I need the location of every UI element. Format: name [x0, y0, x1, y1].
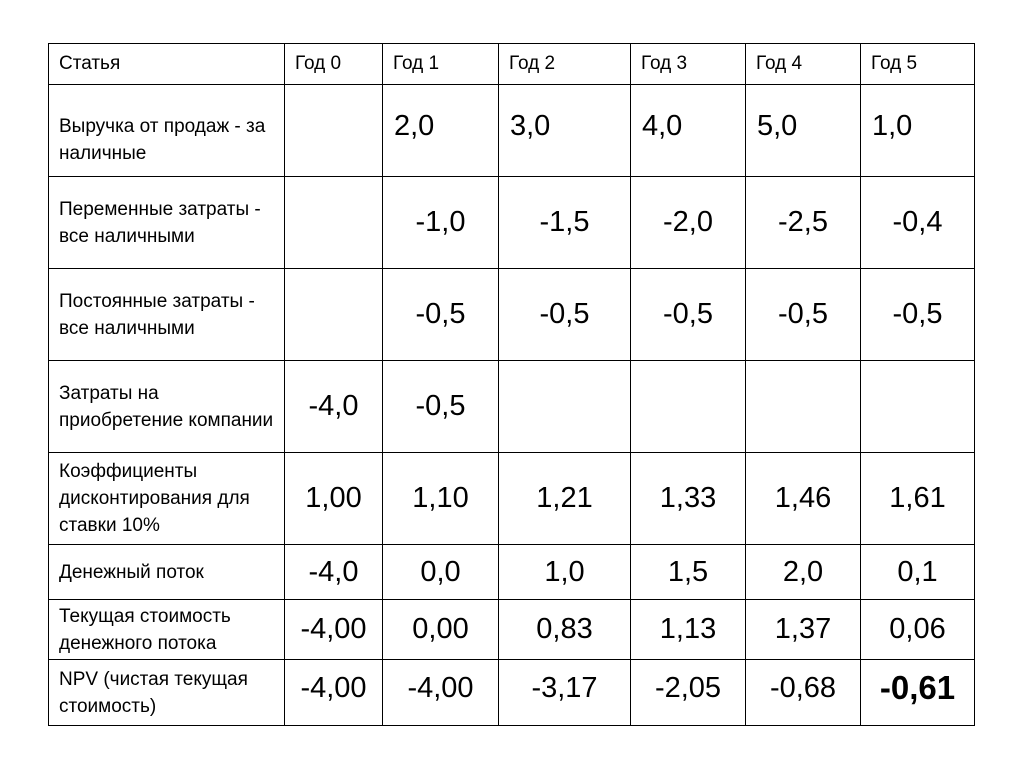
- cell-value: 1,10: [383, 453, 499, 545]
- cell-value: -1,5: [499, 177, 631, 269]
- cell-value: -0,4: [861, 177, 975, 269]
- header-year-2: Год 2: [499, 44, 631, 85]
- cell-value: -0,5: [383, 361, 499, 453]
- header-year-3: Год 3: [631, 44, 746, 85]
- header-row: [49, 44, 975, 85]
- row-label: Постоянные затраты - все наличными: [49, 269, 285, 361]
- row-present-value: [49, 600, 975, 660]
- cell-value: -0,5: [746, 269, 861, 361]
- cell-value: [631, 361, 746, 453]
- cell-value: 0,1: [861, 545, 975, 600]
- cell-value: [746, 361, 861, 453]
- cell-value: -4,0: [285, 361, 383, 453]
- row-label: Выручка от продаж - за наличные: [49, 85, 285, 177]
- cell-value: -4,00: [285, 660, 383, 726]
- cell-value: -4,00: [285, 600, 383, 660]
- row-variable-costs: [49, 177, 975, 269]
- cell-value: 0,06: [861, 600, 975, 660]
- cell-value: 1,00: [285, 453, 383, 545]
- row-discount-factors: [49, 453, 975, 545]
- cell-value: 1,21: [499, 453, 631, 545]
- npv-calculation-table: [48, 43, 975, 726]
- cell-value: -0,5: [631, 269, 746, 361]
- cell-value: 0,83: [499, 600, 631, 660]
- cell-value: 1,5: [631, 545, 746, 600]
- header-year-4: Год 4: [746, 44, 861, 85]
- cell-value: -0,5: [499, 269, 631, 361]
- cell-value: -1,0: [383, 177, 499, 269]
- cell-value: -3,17: [499, 660, 631, 726]
- cell-value: 2,0: [746, 545, 861, 600]
- row-label: Затраты на приобретение компании: [49, 361, 285, 453]
- cell-value: [285, 85, 383, 177]
- header-year-1: Год 1: [383, 44, 499, 85]
- cell-value: 1,13: [631, 600, 746, 660]
- cell-value: -2,0: [631, 177, 746, 269]
- cell-value: 3,0: [499, 85, 631, 177]
- row-acquisition-costs: [49, 361, 975, 453]
- cell-value: 1,0: [499, 545, 631, 600]
- cell-value: 0,0: [383, 545, 499, 600]
- cell-value: 1,37: [746, 600, 861, 660]
- cell-value: 1,61: [861, 453, 975, 545]
- cell-value: 5,0: [746, 85, 861, 177]
- cell-value: -4,00: [383, 660, 499, 726]
- cell-value: -0,5: [383, 269, 499, 361]
- row-sales-revenue: [49, 85, 975, 177]
- row-npv: [49, 660, 975, 726]
- cell-value: -0,5: [861, 269, 975, 361]
- row-label: Переменные затраты - все наличными: [49, 177, 285, 269]
- header-year-5: Год 5: [861, 44, 975, 85]
- cell-value: 1,46: [746, 453, 861, 545]
- cell-value: 2,0: [383, 85, 499, 177]
- cell-value: -2,5: [746, 177, 861, 269]
- cell-value: -4,0: [285, 545, 383, 600]
- header-item-label: Статья: [49, 44, 285, 85]
- cell-value: [285, 177, 383, 269]
- cell-value: [861, 361, 975, 453]
- row-label: Денежный поток: [49, 545, 285, 600]
- row-cash-flow: [49, 545, 975, 600]
- cell-value: [285, 269, 383, 361]
- row-fixed-costs: [49, 269, 975, 361]
- cell-value: -0,68: [746, 660, 861, 726]
- header-year-0: Год 0: [285, 44, 383, 85]
- cell-value: [499, 361, 631, 453]
- cell-value: -2,05: [631, 660, 746, 726]
- row-label: NPV (чистая текущая стоимость): [49, 660, 285, 726]
- row-label: Текущая стоимость денежного потока: [49, 600, 285, 660]
- cell-value: 0,00: [383, 600, 499, 660]
- npv-final-value: -0,61: [861, 660, 975, 726]
- cell-value: 1,33: [631, 453, 746, 545]
- cell-value: 1,0: [861, 85, 975, 177]
- cell-value: 4,0: [631, 85, 746, 177]
- row-label: Коэффициенты дисконтирования для ставки 10%: [49, 453, 285, 545]
